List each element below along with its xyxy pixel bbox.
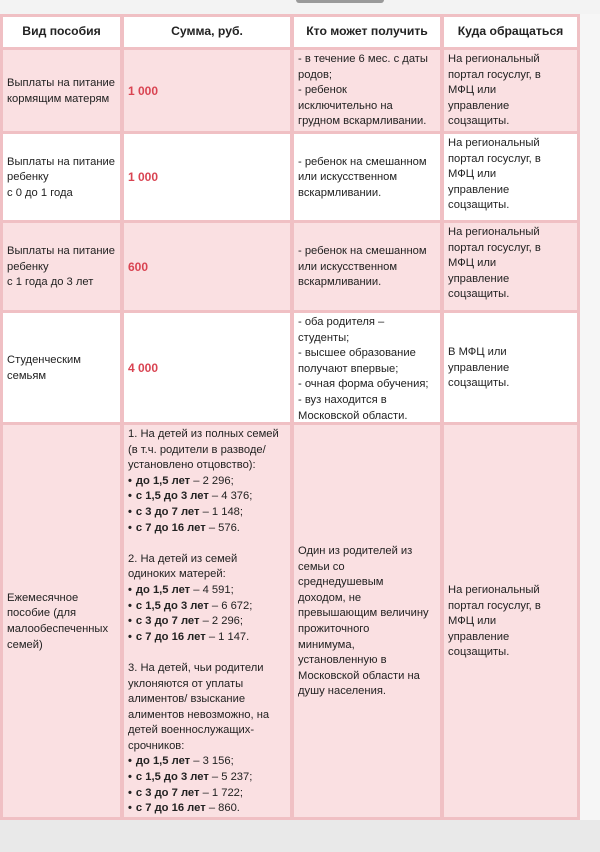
row-4-type: Студенческим семьям <box>3 313 120 422</box>
list-item: • с 7 до 16 лет – 1 147. <box>128 630 250 643</box>
row-1-who: - в течение 6 мес. с даты родов; - ребенок исключительно на грудном вскармливании. <box>294 50 440 131</box>
row-5-who: Один из родителей из семьи со среднедушевым доходом, не превышающим величину прожиточного минимума, установленную в Московской области на душу населения. <box>294 425 440 817</box>
page-edge-mark <box>296 0 384 3</box>
row-1-where: На региональный портал госуслуг, в МФЦ или управление соцзащиты. <box>444 50 577 131</box>
row-5-type: Ежемесячное пособие (для малообеспеченных семей) <box>3 425 120 817</box>
list-item: • с 3 до 7 лет – 1 722; <box>128 786 244 799</box>
row-1-amount: 1 000 <box>124 50 290 131</box>
list-item: • до 1,5 лет – 2 296; <box>128 474 234 487</box>
list-item: • с 3 до 7 лет – 1 148; <box>128 505 244 518</box>
list-item: • до 1,5 лет – 4 591; <box>128 583 234 596</box>
benefits-table <box>0 14 580 820</box>
row-4-amount: 4 000 <box>124 313 290 422</box>
row-3-amount: 600 <box>124 223 290 310</box>
list-item: • с 3 до 7 лет – 2 296; <box>128 615 244 628</box>
row-2-amount: 1 000 <box>124 134 290 220</box>
row-5-where: На региональный портал госуслуг, в МФЦ или управление соцзащиты. <box>444 425 577 817</box>
list-item: • с 1,5 до 3 лет – 4 376; <box>128 490 253 503</box>
row-1-type: Выплаты на питание кормящим матерям <box>3 50 120 131</box>
list-item: • с 1,5 до 3 лет – 5 237; <box>128 771 253 784</box>
header-where: Куда обращаться <box>444 17 577 47</box>
group-alimony: 3. На детей, чьи родители уклоняются от уплаты алиментов/ взыскание алиментов невозможно, на детей военнослужащих- срочников: • до 1,5 лет – 3 156; • с 1,5 до 3 лет – 5 237; • с 3 до 7 лет – 1 722; • с 7 до 16 лет – 860. <box>128 661 287 817</box>
row-5-amounts <box>124 425 290 817</box>
row-4-where: В МФЦ или управление соцзащиты. <box>444 313 577 422</box>
group-single-mothers: 2. На детей из семей одиноких матерей: • до 1,5 лет – 4 591; • с 1,5 до 3 лет – 6 672; • с 3 до 7 лет – 2 296; • с 7 до 16 лет – 1 147. <box>128 552 287 646</box>
group-full-families: 1. На детей из полных семей (в т.ч. родители в разводе/ установлено отцовство): • до 1,5 лет – 2 296; • с 1,5 до 3 лет – 4 376; • с 3 до 7 лет – 1 148; • с 7 до 16 лет – 576. <box>128 427 287 536</box>
row-2-who: - ребенок на смешанном или искусственном вскармливании. <box>294 134 440 220</box>
bottom-margin <box>0 820 600 852</box>
page-right-margin <box>580 14 600 820</box>
header-who: Кто может получить <box>294 17 440 47</box>
list-item: • с 1,5 до 3 лет – 6 672; <box>128 599 253 612</box>
top-bar <box>0 0 600 14</box>
row-3-where: На региональный портал госуслуг, в МФЦ или управление соцзащиты. <box>444 223 577 310</box>
row-2-type: Выплаты на питание ребенку с 0 до 1 года <box>3 134 120 220</box>
row-3-who: - ребенок на смешанном или искусственном вскармливании. <box>294 223 440 310</box>
row-4-who: - оба родителя – студенты; - высшее образование получают впервые; - очная форма обучения; - вуз находится в Московской области. <box>294 313 440 422</box>
list-item: • до 1,5 лет – 3 156; <box>128 755 234 768</box>
row-3-type: Выплаты на питание ребенку с 1 года до 3 лет <box>3 223 120 310</box>
header-amount: Сумма, руб. <box>124 17 290 47</box>
header-type: Вид пособия <box>3 17 120 47</box>
list-item: • с 7 до 16 лет – 576. <box>128 521 240 534</box>
list-item: • с 7 до 16 лет – 860. <box>128 802 240 815</box>
row-2-where: На региональный портал госуслуг, в МФЦ или управление соцзащиты. <box>444 134 577 220</box>
